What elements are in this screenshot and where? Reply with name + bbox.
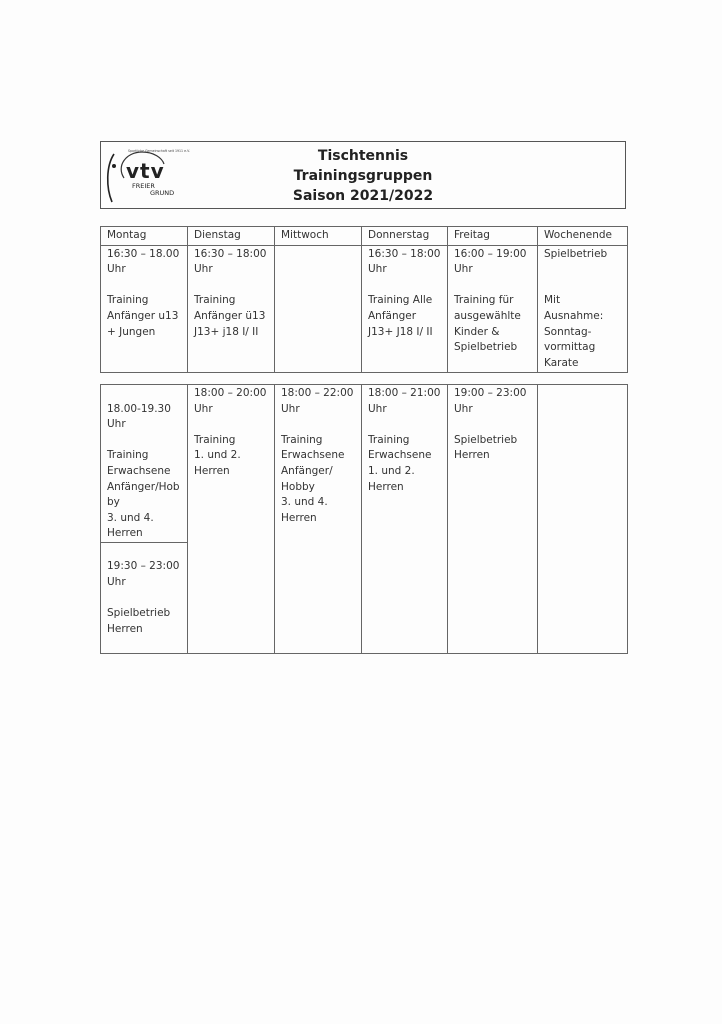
header-thursday: Donnerstag [362, 227, 448, 246]
cell-friday-evening: 19:00 – 23:00 Uhr Spielbetrieb Herren [448, 385, 538, 654]
title-line-3: Saison 2021/2022 [292, 188, 434, 204]
table-header-row [101, 227, 628, 246]
cell-thursday: 16:30 – 18:00 Uhr Training Alle Anfänger J13+ J18 I/ II [362, 245, 448, 373]
cell-wednesday [275, 245, 362, 373]
cell-tuesday-evening: 18:00 – 20:00 Uhr Training 1. und 2. Herren [188, 385, 275, 654]
header-monday: Montag [101, 227, 188, 246]
logo-line2: GRUND [150, 189, 175, 197]
cell-weekend-evening [538, 385, 628, 654]
logo-ring-text: Sportliche Gemeinschaft seit 1911 e.V. [128, 149, 190, 153]
cell-weekend: Spielbetrieb Mit Ausnahme: Sonntag- vormittag Karate [538, 245, 628, 373]
cell-thursday-evening: 18:00 – 21:00 Uhr Training Erwachsene 1. und 2. Herren [362, 385, 448, 654]
cell-wednesday-evening: 18:00 – 22:00 Uhr Training Erwachsene Anfänger/ Hobby 3. und 4. Herren [275, 385, 362, 654]
page-title [101, 146, 625, 206]
cell-tuesday: 16:30 – 18:00 Uhr Training Anfänger ü13 J13+ j18 I/ II [188, 245, 275, 373]
logo-line1: FREIER [132, 182, 155, 190]
header-wednesday: Mittwoch [275, 227, 362, 246]
cell-monday: 16:30 – 18.00 Uhr Training Anfänger u13 + Jungen [101, 245, 188, 373]
table-row [101, 245, 628, 373]
table-row [101, 385, 628, 654]
header-box [100, 141, 626, 209]
cell-monday-evening [101, 385, 188, 654]
schedule-table-afternoon [100, 226, 628, 373]
monday-evening-second: 19:30 – 23:00 Uhr Spielbetrieb Herren [107, 560, 180, 635]
title-line-1: Tischtennis [317, 148, 409, 164]
logo-letters: vtv [126, 159, 165, 183]
header-friday: Freitag [448, 227, 538, 246]
schedule-table-evening [100, 384, 628, 654]
title-line-2: Trainingsgruppen [293, 168, 433, 184]
cell-friday: 16:00 – 19:00 Uhr Training für ausgewählte Kinder & Spielbetrieb [448, 245, 538, 373]
header-tuesday: Dienstag [188, 227, 275, 246]
header-weekend: Wochenende [538, 227, 628, 246]
monday-evening-first: 18.00-19.30 Uhr Training Erwachsene Anfänger/Hob by 3. und 4. Herren [101, 402, 187, 543]
